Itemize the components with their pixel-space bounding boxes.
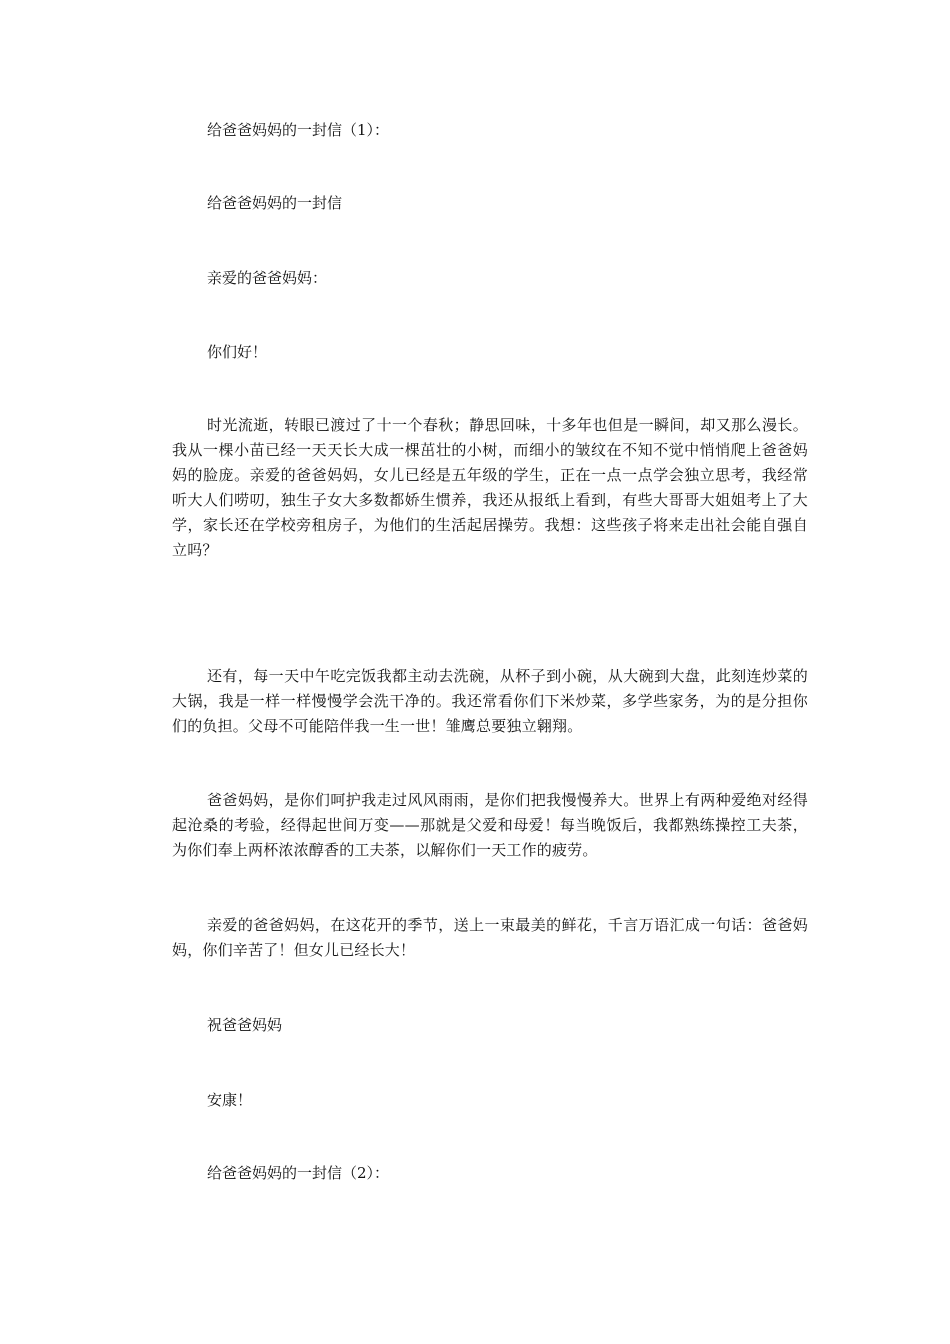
letter-2-heading: 给爸爸妈妈的一封信（2）： — [207, 1164, 390, 1182]
greeting: 你们好！ — [207, 343, 268, 361]
closing-wish: 祝爸爸妈妈 — [207, 1016, 283, 1034]
closing-blessing: 安康！ — [207, 1091, 253, 1109]
paragraph-3: 爸爸妈妈，是你们呵护我走过风风雨雨，是你们把我慢慢养大。世界上有两种爱绝对经得起沧桑的考验，经得起世间万变——那就是父爱和母爱！每当晚饭后，我都熟练操控工夫茶，为你们奉上两杯浓浓醇香的工夫茶，以解你们一天工作的疲劳。 — [172, 791, 808, 859]
paragraph-4: 亲爱的爸爸妈妈，在这花开的季节，送上一束最美的鲜花，千言万语汇成一句话：爸爸妈妈，你们辛苦了！但女儿已经长大！ — [172, 916, 808, 959]
paragraph-2: 还有，每一天中午吃完饭我都主动去洗碗，从杯子到小碗，从大碗到大盘，此刻连炒菜的大锅，我是一样一样慢慢学会洗干净的。我还常看你们下米炒菜，多学些家务，为的是分担你们的负担。父母不可能陪伴我一生一世！雏鹰总要独立翱翔。 — [172, 667, 808, 735]
salutation: 亲爱的爸爸妈妈： — [207, 269, 328, 287]
letter-title: 给爸爸妈妈的一封信 — [207, 194, 343, 212]
letter-1-heading: 给爸爸妈妈的一封信（1）： — [207, 121, 390, 139]
paragraph-1: 时光流逝，转眼已渡过了十一个春秋；静思回味，十多年也但是一瞬间，却又那么漫长。我从一棵小苗已经一天天长大成一棵茁壮的小树，而细小的皱纹在不知不觉中悄悄爬上爸爸妈妈的脸庞。亲爱的爸爸妈妈，女儿已经是五年级的学生，正在一点一点学会独立思考，我经常听大人们唠叨，独生子女大多数都娇生惯养，我还从报纸上看到，有些大哥哥大姐姐考上了大学，家长还在学校旁租房子，为他们的生活起居操劳。我想：这些孩子将来走出社会能自强自立吗？ — [172, 416, 808, 559]
